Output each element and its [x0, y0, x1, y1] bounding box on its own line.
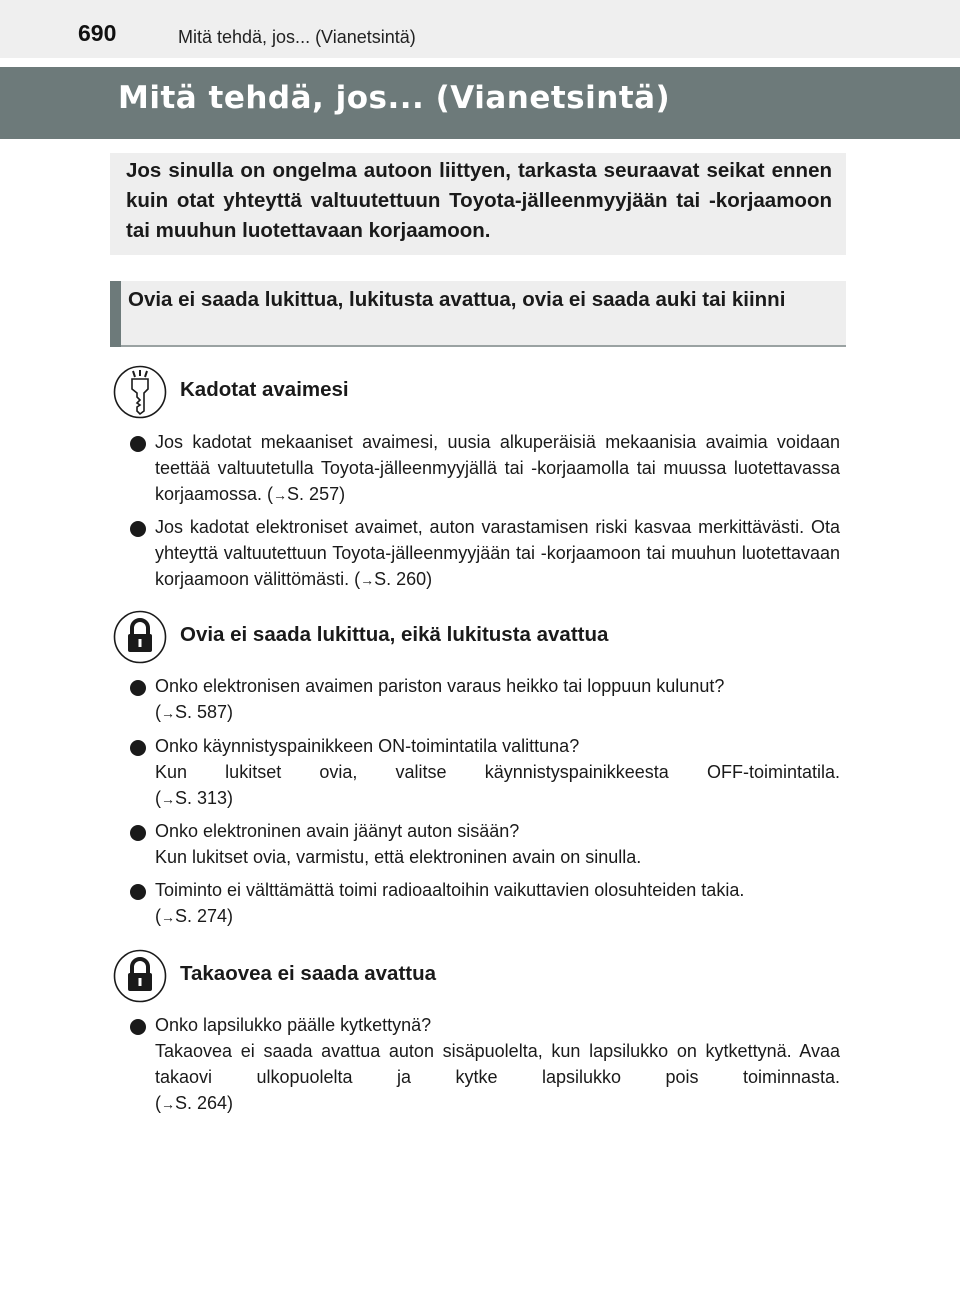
bullet-text-line2: Kun lukitset ovia, varmistu, että elektroninen avain on sinulla.: [155, 847, 642, 867]
page-reference: S. 260): [374, 569, 433, 589]
bullet: [130, 436, 146, 452]
bullet-text: [155, 1012, 840, 1117]
subsection-title-doors-not-locking: Ovia ei saada lukittua, eikä lukitusta avattua: [180, 623, 609, 646]
lock-icon: [113, 949, 167, 1003]
bullet: [130, 521, 146, 537]
subsection-title-lost-keys: Kadotat avaimesi: [180, 378, 349, 401]
page-reference: S. 274): [175, 906, 234, 926]
open-paren: (: [155, 1093, 161, 1113]
intro-text: Jos sinulla on ongelma autoon liittyen, tarkasta seuraavat seikat ennen kuin otat yhteyttä valtuutettuun Toyota-jälleenmyyjään tai -korjaamoon tai muuhun luotettavaan korjaamoon.: [126, 159, 832, 242]
bullet: [130, 1019, 146, 1035]
bullet: [130, 740, 146, 756]
bullet-text: [155, 673, 840, 726]
open-paren: (: [155, 702, 161, 722]
bullet-text: [155, 429, 840, 508]
section-heading-bar: [110, 281, 121, 347]
bullet-text-body: Jos kadotat mekaaniset avaimesi, uusia alkuperäisiä mekaanisia avaimia voidaan teettää valtuutetulla Toyota-jälleenmyyjällä tai -korjaamolla tai muussa luotettavassa korjaamossa. (: [155, 432, 840, 504]
bullet-text-body: Toiminto ei välttämättä toimi radioaaltoihin vaikuttavien olosuhteiden takia.: [155, 880, 745, 900]
key-icon: [113, 365, 167, 419]
running-head: Mitä tehdä, jos... (Vianetsintä): [178, 27, 416, 47]
reference-arrow: →: [161, 1096, 175, 1112]
bullet-text-body: Jos kadotat elektroniset avaimet, auton varastamisen riski kasvaa merkittävästi. Ota yhteyttä valtuutettuun Toyota-jälleenmyyjään tai -korjaamoon tai muuhun luotettavaan korjaamoon välittömästi. (: [155, 517, 840, 589]
page-header: [0, 0, 960, 58]
bullet-text-line1: Onko lapsilukko päälle kytkettynä?: [155, 1015, 432, 1035]
reference-arrow: →: [273, 487, 288, 503]
page-reference: S. 313): [175, 788, 234, 808]
page-title: Mitä tehdä, jos... (Vianetsintä): [118, 80, 671, 116]
page-reference: S. 587): [175, 702, 234, 722]
bullet-text: [155, 733, 840, 812]
bullet-text: [155, 877, 840, 930]
reference-line: [155, 903, 840, 930]
page-number: 690: [78, 20, 117, 46]
bullet-text-line2: Kun lukitset ovia, valitse käynnistyspainikkeesta OFF-toimintatila.: [155, 762, 840, 782]
subsection-title-rear-door: Takaovea ei saada avattua: [180, 962, 437, 985]
section-heading: Ovia ei saada lukittua, lukitusta avattua, ovia ei saada auki tai kiinni: [128, 288, 786, 311]
bullet-text-line1: Onko käynnistyspainikkeen ON-toimintatila valittuna?: [155, 736, 580, 756]
bullet: [130, 884, 146, 900]
bullet: [130, 825, 146, 841]
bullet-text: [155, 818, 840, 870]
open-paren: (: [155, 906, 161, 926]
page-reference: S. 257): [287, 484, 346, 504]
lock-icon: [113, 610, 167, 664]
bullet-text: [155, 514, 840, 593]
reference-line: [155, 785, 840, 812]
reference-line: [155, 1090, 840, 1117]
bullet-text-line1: Onko elektroninen avain jäänyt auton sisään?: [155, 821, 520, 841]
bullet-text-body: Onko elektronisen avaimen pariston varaus heikko tai loppuun kulunut?: [155, 676, 725, 696]
page-reference: S. 264): [175, 1093, 234, 1113]
open-paren: (: [155, 788, 161, 808]
reference-arrow: →: [161, 909, 175, 925]
reference-arrow: →: [360, 572, 375, 588]
bullet-text-line2: Takaovea ei saada avattua auton sisäpuolelta, kun lapsilukko on kytkettynä. Avaa takaovi ulkopuolelta ja kytke lapsilukko pois toiminnasta.: [155, 1041, 840, 1087]
bullet: [130, 680, 146, 696]
reference-line: [155, 699, 840, 726]
reference-arrow: →: [161, 705, 175, 721]
reference-arrow: →: [161, 791, 175, 807]
